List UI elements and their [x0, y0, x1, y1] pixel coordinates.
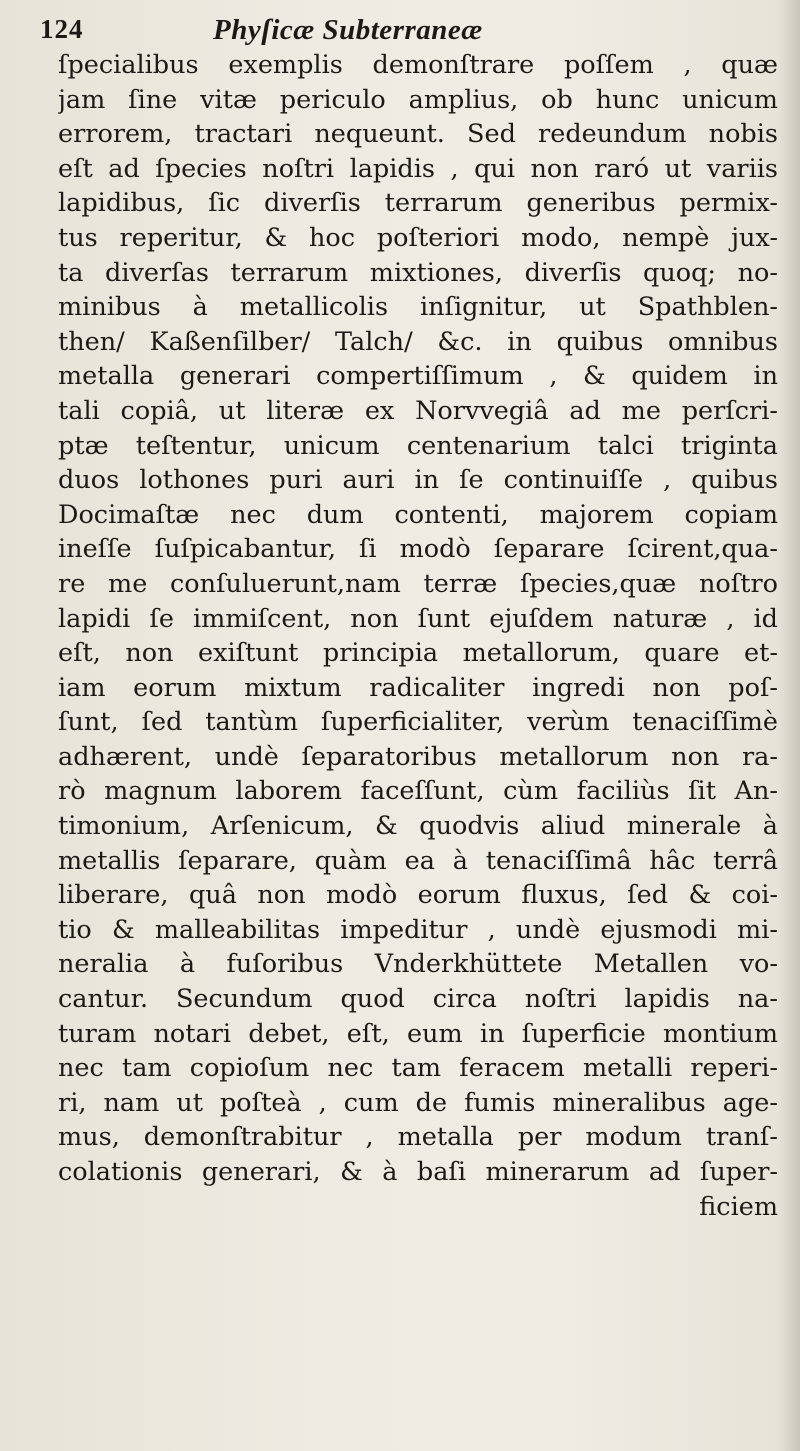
running-head [40, 14, 730, 50]
running-title: Phyſicæ Subterraneæ [213, 14, 483, 46]
text-line: duos lothones puri auri in ſe continuiſſe , quibus [58, 465, 778, 496]
text-line: tus reperitur, & hoc poſteriori modo, nempè jux- [58, 222, 778, 253]
text-line: cantur. Secundum quod circa noſtri lapidis na- [58, 984, 778, 1015]
text-line: eſt ad ſpecies noſtri lapidis , qui non raró ut variis [58, 153, 778, 184]
text-line: neralia à fuſoribus Vnderkhüttete Metallen vo- [58, 949, 778, 980]
text-line: ſpecialibus exemplis demonſtrare poſſem , quæ [58, 50, 778, 80]
body-text [58, 48, 778, 1224]
text-line: ri, nam ut poſteà , cum de fumis mineralibus age- [58, 1087, 778, 1118]
text-line: metallis ſeparare, quàm ea à tenaciſſimâ hâc terrâ [58, 845, 778, 876]
text-line: eſt, non exiſtunt principia metallorum, quare et- [58, 638, 778, 669]
text-line: jam ſine vitæ periculo amplius, ob hunc unicum [58, 84, 778, 115]
text-line: errorem, tractari nequeunt. Sed redeundum nobis [58, 119, 778, 150]
text-line: lapidibus, ſic diverſis terrarum generibus permix- [58, 188, 778, 219]
text-line: timonium, Arſenicum, & quodvis aliud minerale à [58, 811, 778, 842]
text-line: adhærent, undè ſeparatoribus metallorum non ra- [58, 741, 778, 772]
catchword: ficiem [699, 1191, 778, 1222]
text-line: nec tam copioſum nec tam feracem metalli reperi- [58, 1053, 778, 1084]
text-line: ptæ teſtentur, unicum centenarium talci triginta [58, 430, 778, 461]
text-line: lapidi ſe immiſcent, non ſunt ejuſdem naturæ , id [58, 603, 778, 634]
text-line: metalla generari compertiſſimum , & quidem in [58, 361, 778, 392]
text-line: re me conſuluerunt,nam terræ ſpecies,quæ noſtro [58, 568, 778, 599]
text-line: turam notari debet, eſt, eum in ſuperficie montium [58, 1018, 778, 1049]
text-line: minibus à metallicolis inſignitur, ut Spathblen- [58, 292, 778, 323]
text-line: liberare, quâ non modò eorum fluxus, ſed & coi- [58, 880, 778, 911]
text-line: tali copiâ, ut literæ ex Norvvegiâ ad me perſcri- [58, 395, 778, 426]
page-edge-shadow [778, 0, 800, 1451]
text-line: ineſſe ſuſpicabantur, ſi modò ſeparare ſcirent,qua- [58, 534, 778, 565]
text-line: iam eorum mixtum radicaliter ingredi non poſ- [58, 672, 778, 703]
text-line: rò magnum laborem faceſſunt, cùm faciliùs ſit An- [58, 776, 778, 807]
text-line: then/ Kaßenſilber/ Talch/ &c. in quibus omnibus [58, 326, 778, 357]
text-line: tio & malleabilitas impeditur , undè ejusmodi mi- [58, 914, 778, 945]
text-line: Docimaſtæ nec dum contenti, majorem copiam [58, 499, 778, 530]
page-number: 124 [40, 14, 84, 44]
text-line: ta diverſas terrarum mixtiones, diverſis quoq; no- [58, 257, 778, 288]
text-line: colationis generari, & à baſi minerarum ad ſuper- [58, 1157, 778, 1187]
text-line: mus, demonſtrabitur , metalla per modum tranſ- [58, 1122, 778, 1153]
text-line: ſunt, ſed tantùm ſuperficialiter, verùm tenaciſſimè [58, 707, 778, 738]
